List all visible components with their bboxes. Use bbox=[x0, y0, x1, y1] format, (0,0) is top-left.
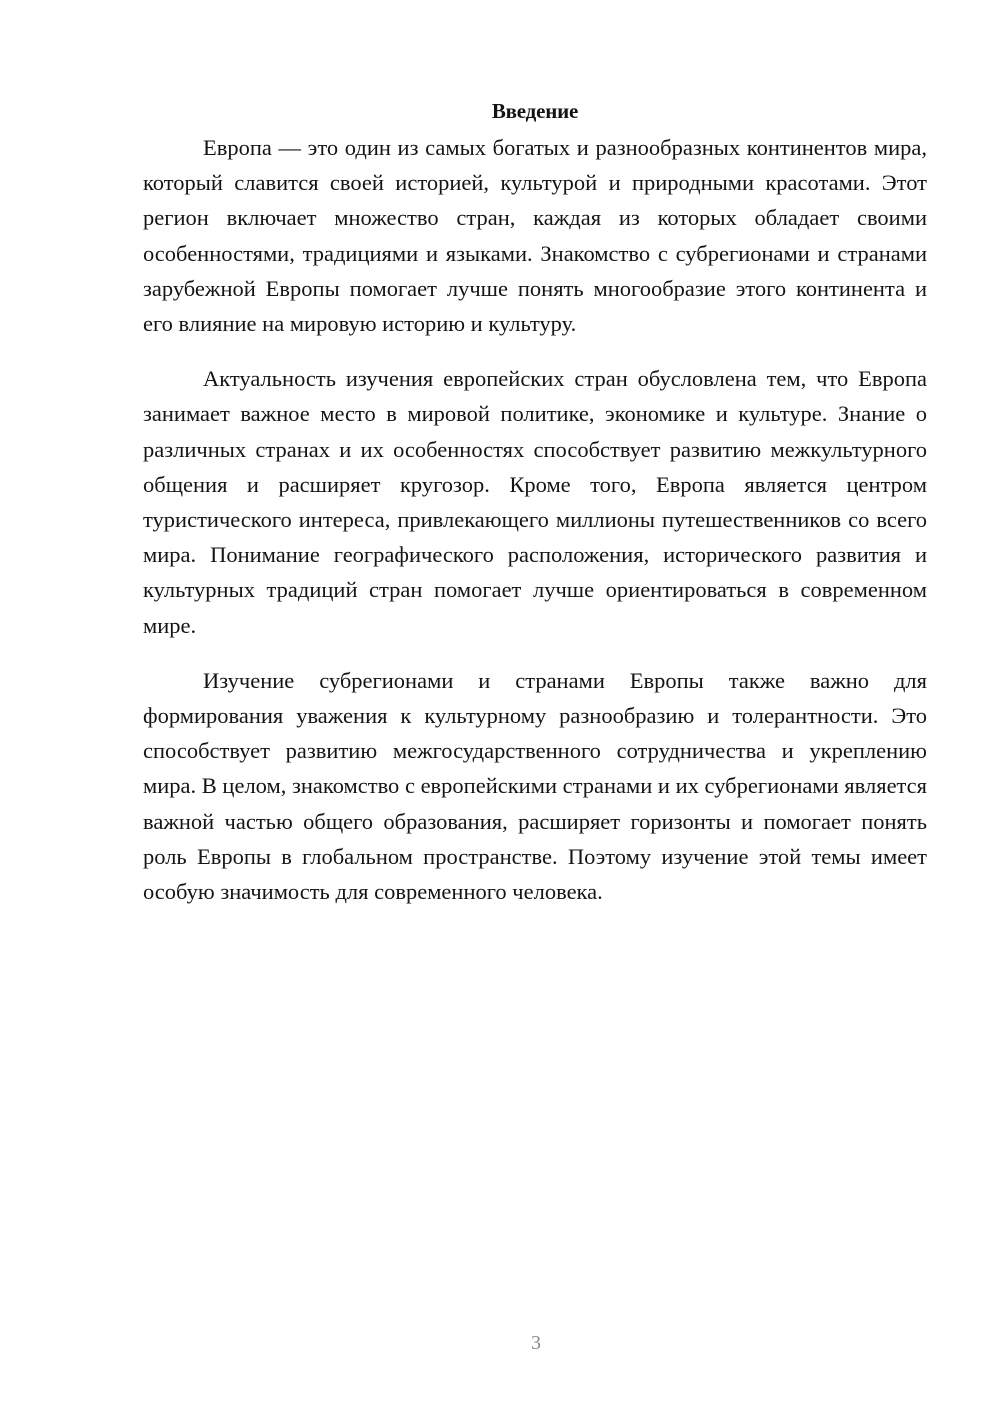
paragraph-relevance: Актуальность изучения европейских стран обусловлена тем, что Европа занимает важное место в мировой политике, экономике и культуре. Знание о различных странах и их особенностях способствует развитию межкультурного общения и расширяет кругозор. Кроме того, Европа является центром туристического интереса, привлекающего миллионы путешественников со всего мира. Понимание географического расположения, исторического развития и культурных традиций стран помогает лучше ориентироваться в современном мире. bbox=[143, 366, 927, 638]
paragraph-importance: Изучение субрегионами и странами Европы также важно для формирования уважения к культурному разнообразию и толерантности. Это способствует развитию межгосударственного сотрудничества и укреплению мира. В целом, знакомство с европейскими странами и их субрегионами является важной частью общего образования, расширяет горизонты и помогает понять роль Европы в глобальном пространстве. Поэтому изучение этой темы имеет особую значимость для современного человека. bbox=[143, 667, 927, 905]
paragraph-intro: Европа — это один из самых богатых и разнообразных континентов мира, который славится своей историей, культурой и природными красотами. Этот регион включает множество стран, каждая из которых обладает своими особенностями, традициями и языками. Знакомство с субрегионами и странами зарубежной Европы помогает лучше понять многообразие этого континента и его влияние на мировую историю и культуру. bbox=[143, 135, 927, 337]
page-number: 3 bbox=[531, 1332, 541, 1354]
section-heading: Введение bbox=[491, 99, 579, 123]
page-content bbox=[143, 95, 927, 909]
